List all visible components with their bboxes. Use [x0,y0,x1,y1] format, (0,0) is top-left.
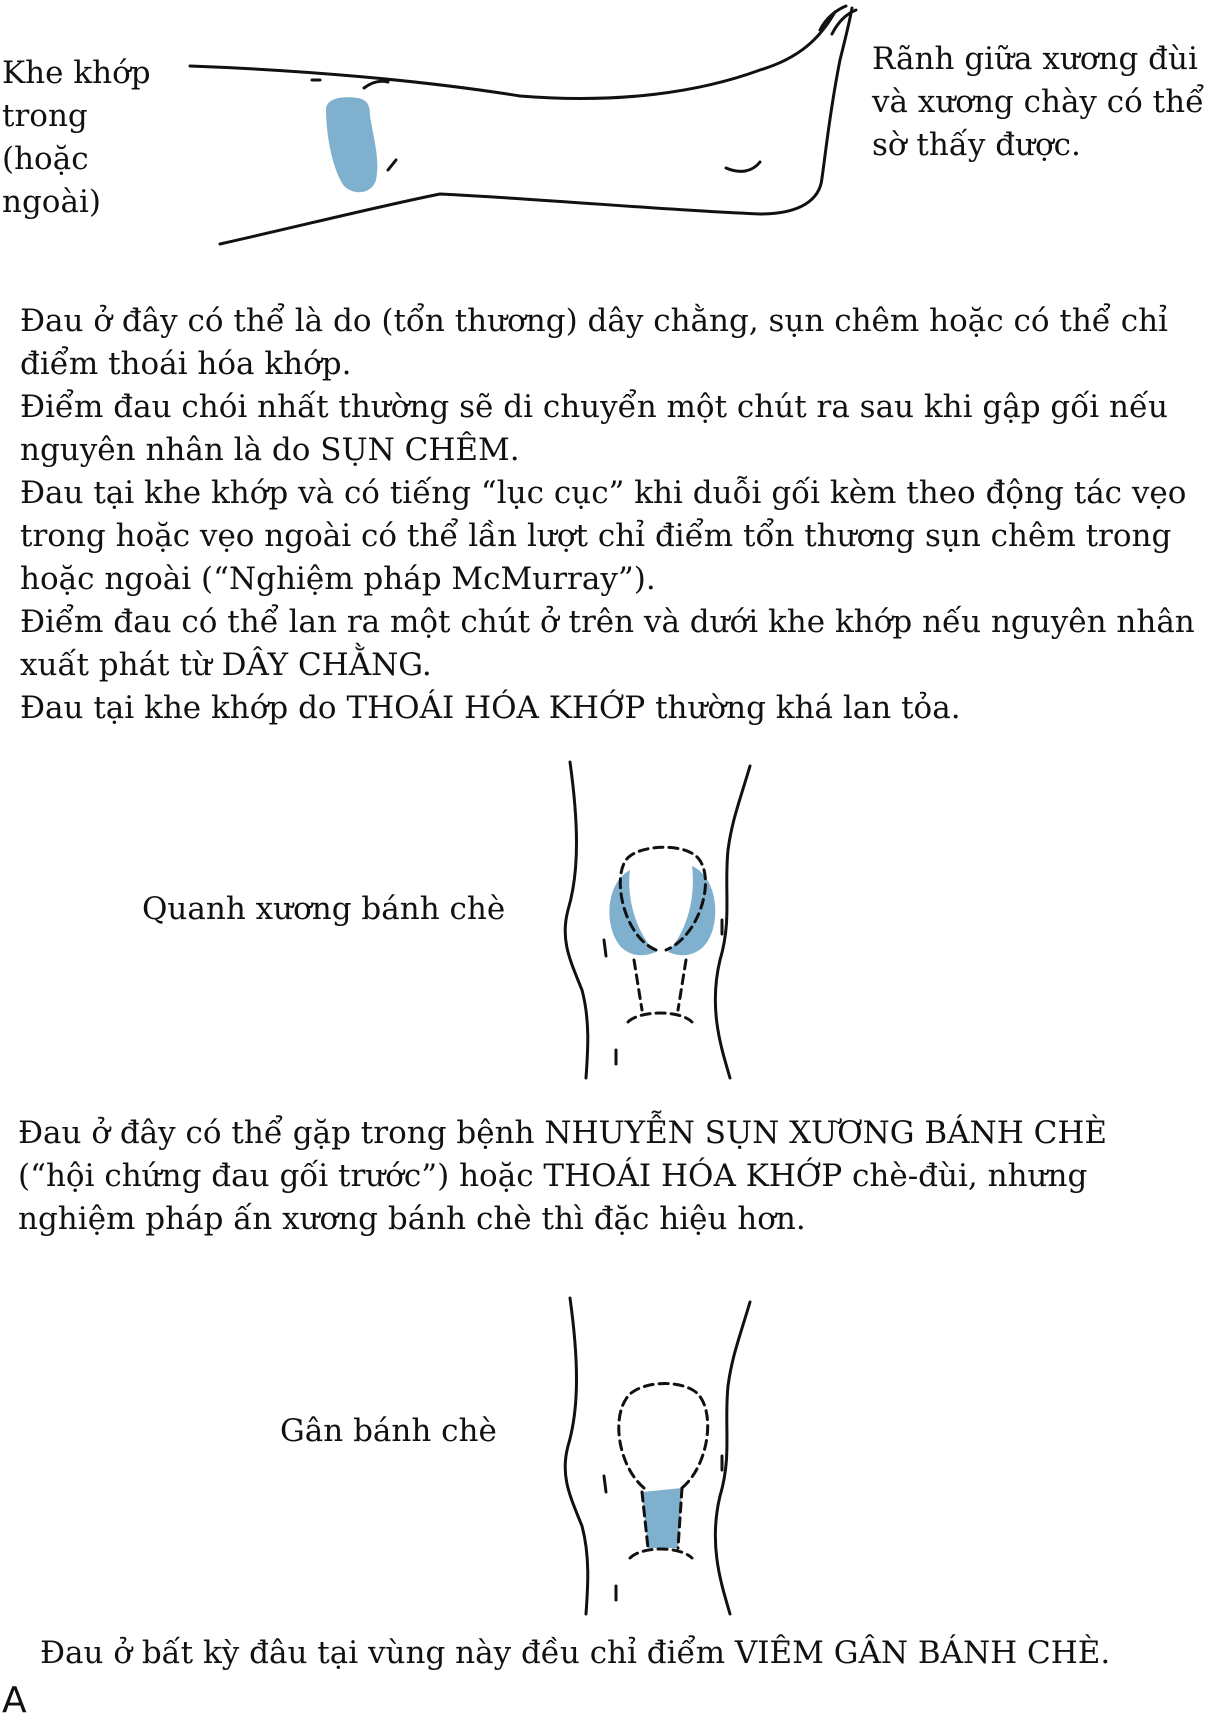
joint-line-label-line: Khe khớp [2,55,151,91]
knee-front-drawing [560,1296,760,1626]
joint-line-label-line: trong [2,98,88,134]
joint-line-highlight [326,97,377,192]
groove-label-line: sờ thấy được. [872,127,1081,163]
ankle-mark [726,162,760,171]
knee-mark [604,940,606,956]
knee-mark [364,81,388,88]
paragraph-sentence: Đau tại khe khớp do THOÁI HÓA KHỚP thường khá lan tỏa. [20,690,961,726]
paragraph-sentence: Đau tại khe khớp và có tiếng “lục cục” khi duỗi gối kèm theo động tác vẹo trong hoặc vẹo ngoài có thể lần lượt chỉ điểm tổn thương sụn chêm trong hoặc ngoài (“Nghiệm pháp McMurray”). [20,475,1187,597]
leg-lower-outline [220,8,852,244]
figure-corner-label: A [2,1680,27,1721]
knee-mark [604,1476,606,1492]
paragraph-sentence: Đau ở bất kỳ đâu tại vùng này đều chỉ điểm VIÊM GÂN BÁNH CHÈ. [40,1635,1111,1671]
knee-left-outline [565,1298,588,1614]
tibial-tuberosity-outline [628,1013,692,1022]
groove-label-line: Rãnh giữa xương đùi [872,41,1198,77]
peripatellar-highlight-left [609,870,656,955]
paragraph-sentence: Điểm đau có thể lan ra một chút ở trên và dưới khe khớp nếu nguyên nhân xuất phát từ DÂY CHẰNG. [20,604,1195,683]
tibial-tuberosity-outline [630,1549,692,1558]
knee-left-outline [565,762,588,1078]
knee-mark [388,160,396,170]
paragraph-tendinitis [40,1632,1208,1675]
groove-label-line: và xương chày có thể [872,84,1205,120]
paragraph-joint-line [20,300,1195,730]
joint-line-label-line: ngoài) [2,184,101,220]
peripatellar-highlight-right [668,866,715,955]
joint-line-label-line: (hoặc [2,141,89,177]
leg-upper-outline [190,12,835,98]
patellar-tendon-label: Gân bánh chè [280,1413,497,1449]
knee-front-drawing [560,760,760,1090]
groove-label [872,38,1204,167]
patellar-tendon-outline [634,960,686,1010]
paragraph-sentence: Điểm đau chói nhất thường sẽ di chuyển một chút ra sau khi gập gối nếu nguyên nhân là do SỤN CHÊM. [20,389,1168,468]
paragraph-sentence: Đau ở đây có thể là do (tổn thương) dây chằng, sụn chêm hoặc có thể chỉ điểm thoái hóa khớp. [20,303,1168,382]
peripatellar-label: Quanh xương bánh chè [142,891,506,927]
patella-outline [619,1384,708,1489]
paragraph-patella [18,1112,1193,1241]
paragraph-sentence: Đau ở đây có thể gặp trong bệnh NHUYỄN SỤN XƯƠNG BÁNH CHÈ (“hội chứng đau gối trước”) hoặc THOÁI HÓA KHỚP chè-đùi, nhưng nghiệm pháp ấn xương bánh chè thì đặc hiệu hơn. [18,1115,1107,1237]
